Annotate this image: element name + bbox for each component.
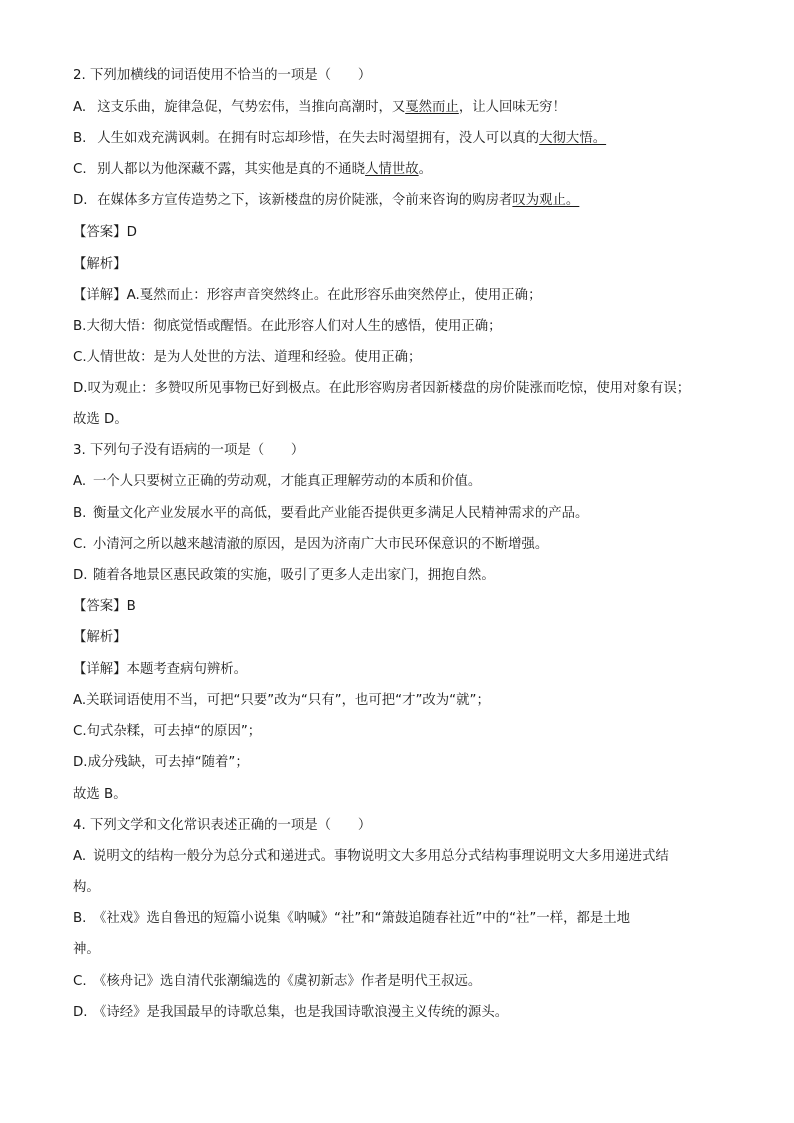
question-2-stem: 2. 下列加横线的词语使用不恰当的一项是（ ） — [73, 68, 372, 83]
option-text: 这支乐曲，旋律急促，气势宏伟，当推向高潮时，又 — [97, 100, 406, 115]
option-label: D. — [73, 193, 88, 208]
question-2-detail-d: D.叹为观止：多赞叹所见事物已好到极点。在此形容购房者因新楼盘的房价陡涨而吃惊，使用对象有误； — [73, 381, 691, 396]
question-2-option-d — [73, 192, 754, 210]
answer-value: D — [126, 225, 137, 240]
question-3-detail-a: A.关联词语使用不当，可把“只要”改为“只有”，也可把“才”改为“就”； — [73, 693, 490, 708]
option-text: 《社戏》选自鲁迅的短篇小说集《呐喊》“社”和“箫鼓追随春社近”中的“社”一样，都是土地 — [93, 911, 631, 926]
detail-tag: 【详解】 — [73, 288, 127, 303]
option-label: A. — [73, 474, 87, 489]
question-4-option-a-cont: 构。 — [73, 880, 100, 895]
option-label: B. — [73, 506, 87, 521]
question-2-answer — [73, 224, 754, 242]
question-4-option-c — [73, 973, 754, 991]
answer-tag: 【答案】 — [73, 599, 127, 614]
question-3-conclusion: 故选 B。 — [73, 787, 127, 802]
question-3-analysis-tag: 【解析】 — [73, 630, 127, 645]
question-2-conclusion: 故选 D。 — [73, 412, 128, 427]
option-text: 人生如戏充满讽刺。在拥有时忘却珍惜，在失去时渴望拥有，没人可以真的 — [97, 131, 540, 146]
answer-tag: 【答案】 — [73, 225, 127, 240]
option-label: C. — [73, 162, 87, 177]
detail-text: A.戛然而止：形容声音突然终止。在此形容乐曲突然停止，使用正确； — [126, 288, 542, 303]
question-3-detail-intro — [73, 661, 754, 679]
option-text: 别人都以为他深藏不露，其实他是真的不通晓 — [97, 162, 366, 177]
option-text: 在媒体多方宣传造势之下，该新楼盘的房价陡涨，令前来咨询的购房者 — [97, 193, 513, 208]
option-text-tail: ，让人回味无穷！ — [458, 100, 566, 115]
question-4-option-d — [73, 1004, 754, 1022]
option-label: B. — [73, 131, 87, 146]
underlined-term: 人情世故 — [365, 162, 419, 177]
option-label: C. — [73, 974, 87, 989]
option-text: 说明文的结构一般分为总分式和递进式。事物说明文大多用总分式结构事理说明文大多用递进式结 — [93, 849, 669, 864]
option-text-tail: 。 — [418, 162, 433, 177]
question-3-detail-c: C.句式杂糅，可去掉“的原因”； — [73, 724, 262, 739]
question-3-option-d — [73, 567, 754, 585]
question-4-option-b-cont: 神。 — [73, 942, 100, 957]
option-label: D. — [73, 568, 88, 583]
question-4-option-b — [73, 910, 754, 928]
option-text: 《诗经》是我国最早的诗歌总集，也是我国诗歌浪漫主义传统的源头。 — [93, 1005, 509, 1020]
option-label: C. — [73, 537, 87, 552]
question-2-detail-b: B.大彻大悟：彻底觉悟或醒悟。在此形容人们对人生的感悟，使用正确； — [73, 319, 502, 334]
question-3-option-b — [73, 505, 754, 523]
underlined-term: 戛然而止 — [405, 100, 459, 115]
question-2-detail-c: C.人情世故：是为人处世的方法、道理和经验。使用正确； — [73, 350, 422, 365]
question-2-option-b — [73, 130, 754, 148]
question-3-option-c — [73, 536, 754, 554]
option-label: B. — [73, 911, 87, 926]
option-text: 《核舟记》选自清代张潮编选的《虞初新志》作者是明代王叔远。 — [93, 974, 482, 989]
question-2-option-a — [73, 99, 754, 117]
option-label: D. — [73, 1005, 88, 1020]
question-4-option-a — [73, 848, 754, 866]
question-3-detail-d: D.成分残缺，可去掉“随着”； — [73, 755, 249, 770]
option-label: A. — [73, 849, 87, 864]
question-3-answer — [73, 598, 754, 616]
underlined-term: 叹为观止。 — [512, 193, 580, 208]
question-4-stem: 4. 下列文学和文化常识表述正确的一项是（ ） — [73, 818, 372, 833]
question-2-analysis-tag: 【解析】 — [73, 257, 127, 272]
detail-tag: 【详解】 — [73, 662, 127, 677]
question-2-detail-a — [73, 287, 754, 305]
option-text: 随着各地景区惠民政策的实施，吸引了更多人走出家门，拥抱自然。 — [93, 568, 495, 583]
option-text: 一个人只要树立正确的劳动观，才能真正理解劳动的本质和价值。 — [93, 474, 482, 489]
option-text: 衡量文化产业发展水平的高低，要看此产业能否提供更多满足人民精神需求的产品。 — [93, 506, 589, 521]
option-label: A. — [73, 100, 87, 115]
answer-value: B — [126, 599, 136, 614]
question-3-option-a — [73, 473, 754, 491]
question-2-option-c — [73, 161, 754, 179]
question-3-stem: 3. 下列句子没有语病的一项是（ ） — [73, 443, 305, 458]
detail-text: 本题考查病句辨析。 — [126, 662, 248, 677]
option-text: 小清河之所以越来越清澈的原因，是因为济南广大市民环保意识的不断增强。 — [93, 537, 549, 552]
underlined-term: 大彻大悟。 — [539, 131, 607, 146]
